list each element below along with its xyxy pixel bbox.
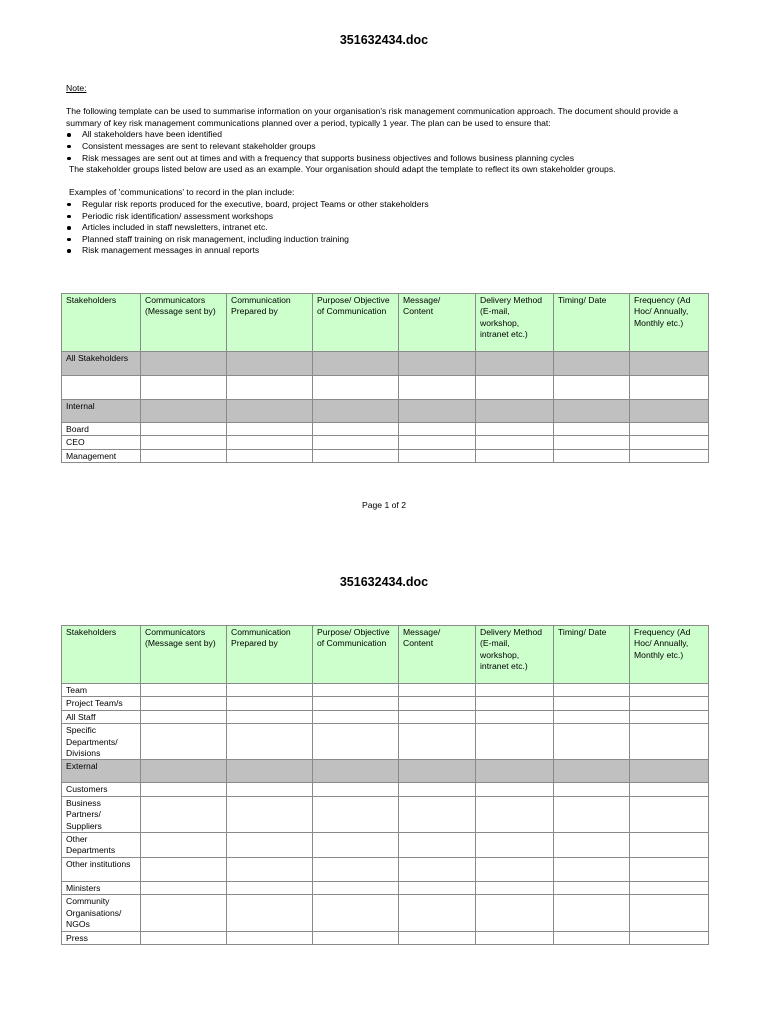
stakeholder-cell: Press [62,931,141,944]
entry-cell[interactable] [399,931,476,944]
entry-cell[interactable] [313,449,399,462]
entry-cell[interactable] [227,783,313,796]
entry-cell[interactable] [630,423,709,436]
entry-cell[interactable] [141,833,227,858]
list-item: Consistent messages are sent to relevant stakeholder groups [66,141,711,153]
entry-cell[interactable] [141,783,227,796]
entry-cell[interactable] [399,895,476,931]
entry-cell[interactable] [476,710,554,723]
entry-cell[interactable] [227,449,313,462]
list-item: Articles included in staff newsletters, intranet etc. [66,222,711,234]
list-item: Periodic risk identification/ assessment workshops [66,211,711,223]
entry-cell[interactable] [227,423,313,436]
column-header: Frequency (Ad Hoc/ Annually, Monthly etc.) [630,626,709,684]
entry-cell[interactable] [141,710,227,723]
entry-cell[interactable] [141,400,227,423]
entry-cell[interactable] [141,796,227,832]
entry-cell[interactable] [554,881,630,894]
entry-cell[interactable] [476,833,554,858]
entry-cell[interactable] [313,376,399,400]
table-row [62,724,709,760]
entry-cell[interactable] [399,833,476,858]
entry-cell[interactable] [313,881,399,894]
entry-cell[interactable] [227,857,313,881]
table-row [62,400,709,423]
table-row [62,931,709,944]
entry-cell[interactable] [399,724,476,760]
stakeholder-cell: All Stakeholders [62,352,141,376]
column-header: Delivery Method (E-mail, workshop, intranet etc.) [476,626,554,684]
entry-cell[interactable] [554,697,630,710]
entry-cell[interactable] [399,796,476,832]
communication-plan-table-2 [61,625,709,945]
entry-cell[interactable] [227,684,313,697]
entry-cell[interactable] [630,881,709,894]
entry-cell[interactable] [141,352,227,376]
entry-cell[interactable] [399,423,476,436]
entry-cell[interactable] [399,400,476,423]
entry-cell[interactable] [399,684,476,697]
table-row [62,436,709,449]
entry-cell[interactable] [399,376,476,400]
table-row [62,760,709,783]
entry-cell[interactable] [630,710,709,723]
entry-cell[interactable] [554,796,630,832]
stakeholder-cell: Ministers [62,881,141,894]
entry-cell[interactable] [141,931,227,944]
table-header-row [62,294,709,352]
entry-cell[interactable] [313,697,399,710]
entry-cell[interactable] [313,436,399,449]
entry-cell[interactable] [554,423,630,436]
entry-cell[interactable] [227,724,313,760]
entry-cell[interactable] [227,697,313,710]
entry-cell[interactable] [554,760,630,783]
table-row [62,376,709,400]
examples-intro: Examples of 'communications' to record in the plan include: [69,187,295,198]
entry-cell[interactable] [630,833,709,858]
entry-cell[interactable] [141,436,227,449]
stakeholder-cell: Other Departments [62,833,141,858]
stakeholder-cell: Customers [62,783,141,796]
entry-cell[interactable] [313,423,399,436]
entry-cell[interactable] [227,931,313,944]
stakeholder-cell: External [62,760,141,783]
entry-cell[interactable] [141,376,227,400]
entry-cell[interactable] [476,436,554,449]
entry-cell[interactable] [399,857,476,881]
entry-cell[interactable] [476,895,554,931]
entry-cell[interactable] [227,895,313,931]
document-title: 351632434.doc [339,33,429,47]
table-header-row [62,626,709,684]
entry-cell[interactable] [476,376,554,400]
entry-cell[interactable] [476,684,554,697]
entry-cell[interactable] [313,400,399,423]
stakeholder-note: The stakeholder groups listed below are used as an example. Your organisation should adapt the template to reflect its own stakeholder groups. [69,164,616,175]
entry-cell[interactable] [399,710,476,723]
entry-cell[interactable] [227,436,313,449]
stakeholder-cell: Management [62,449,141,462]
entry-cell[interactable] [554,783,630,796]
table-row [62,783,709,796]
entry-cell[interactable] [399,783,476,796]
entry-cell[interactable] [630,352,709,376]
column-header: Stakeholders [62,626,141,684]
entry-cell[interactable] [554,710,630,723]
entry-cell[interactable] [313,931,399,944]
table-row [62,684,709,697]
entry-cell[interactable] [399,881,476,894]
entry-cell[interactable] [227,400,313,423]
ensure-list [66,129,711,164]
entry-cell[interactable] [399,449,476,462]
entry-cell[interactable] [313,833,399,858]
table-row [62,697,709,710]
entry-cell[interactable] [313,796,399,832]
entry-cell[interactable] [476,783,554,796]
entry-cell[interactable] [476,423,554,436]
stakeholder-cell: Other institutions [62,857,141,881]
entry-cell[interactable] [630,697,709,710]
entry-cell[interactable] [630,895,709,931]
table-row [62,895,709,931]
entry-cell[interactable] [313,760,399,783]
entry-cell[interactable] [141,697,227,710]
entry-cell[interactable] [630,376,709,400]
entry-cell[interactable] [630,436,709,449]
entry-cell[interactable] [476,724,554,760]
stakeholder-cell: Business Partners/ Suppliers [62,796,141,832]
column-header: Timing/ Date [554,294,630,352]
list-item: Risk messages are sent out at times and with a frequency that supports business objectives and follows business planning cycles [66,153,711,165]
column-header: Stakeholders [62,294,141,352]
stakeholder-cell: Project Team/s [62,697,141,710]
entry-cell[interactable] [630,760,709,783]
entry-cell[interactable] [554,724,630,760]
entry-cell[interactable] [476,697,554,710]
table-row [62,833,709,858]
column-header: Communication Prepared by [227,626,313,684]
entry-cell[interactable] [630,857,709,881]
stakeholder-cell: Team [62,684,141,697]
entry-cell[interactable] [554,833,630,858]
entry-cell[interactable] [476,760,554,783]
entry-cell[interactable] [227,710,313,723]
list-item: All stakeholders have been identified [66,129,711,141]
entry-cell[interactable] [399,760,476,783]
entry-cell[interactable] [313,783,399,796]
list-item: Risk management messages in annual reports [66,245,711,257]
entry-cell[interactable] [141,423,227,436]
entry-cell[interactable] [141,449,227,462]
list-item: Regular risk reports produced for the executive, board, project Teams or other stakeholders [66,199,711,211]
entry-cell[interactable] [141,857,227,881]
stakeholder-cell: Internal [62,400,141,423]
entry-cell[interactable] [141,760,227,783]
entry-cell[interactable] [141,724,227,760]
column-header: Message/ Content [399,626,476,684]
entry-cell[interactable] [554,895,630,931]
table-row [62,710,709,723]
column-header: Timing/ Date [554,626,630,684]
entry-cell[interactable] [141,684,227,697]
table-row [62,857,709,881]
entry-cell[interactable] [554,352,630,376]
entry-cell[interactable] [476,857,554,881]
entry-cell[interactable] [554,449,630,462]
entry-cell[interactable] [476,881,554,894]
entry-cell[interactable] [399,697,476,710]
column-header: Communicators (Message sent by) [141,294,227,352]
column-header: Message/ Content [399,294,476,352]
entry-cell[interactable] [630,684,709,697]
entry-cell[interactable] [313,710,399,723]
entry-cell[interactable] [630,449,709,462]
column-header: Purpose/ Objective of Communication [313,294,399,352]
table-row [62,423,709,436]
entry-cell[interactable] [399,436,476,449]
entry-cell[interactable] [227,833,313,858]
entry-cell[interactable] [476,449,554,462]
entry-cell[interactable] [313,684,399,697]
entry-cell[interactable] [141,881,227,894]
entry-cell[interactable] [227,881,313,894]
stakeholder-cell: Specific Departments/ Divisions [62,724,141,760]
entry-cell[interactable] [399,352,476,376]
column-header: Communication Prepared by [227,294,313,352]
entry-cell[interactable] [141,895,227,931]
table-row [62,449,709,462]
entry-cell[interactable] [554,931,630,944]
entry-cell[interactable] [476,796,554,832]
entry-cell[interactable] [554,436,630,449]
document-title: 351632434.doc [339,575,429,589]
note-label: Note: [66,83,87,93]
entry-cell[interactable] [313,857,399,881]
entry-cell[interactable] [227,796,313,832]
page-number: Page 1 of 2 [362,500,406,510]
stakeholder-cell [62,376,141,400]
intro-paragraph: The following template can be used to summarise information on your organisation's risk management communication approach. The document should provide a summary of key risk management communications planned over a period, typically 1 year. The plan can be used to ensure that: [66,106,678,128]
entry-cell[interactable] [630,796,709,832]
entry-cell[interactable] [313,895,399,931]
entry-cell[interactable] [630,931,709,944]
stakeholder-cell: Community Organisations/ NGOs [62,895,141,931]
entry-cell[interactable] [630,724,709,760]
entry-cell[interactable] [476,400,554,423]
entry-cell[interactable] [554,400,630,423]
list-item: Planned staff training on risk management, including induction training [66,234,711,246]
examples-list [66,199,711,257]
entry-cell[interactable] [554,857,630,881]
table-row [62,796,709,832]
entry-cell[interactable] [554,376,630,400]
entry-cell[interactable] [227,760,313,783]
entry-cell[interactable] [630,783,709,796]
column-header: Delivery Method (E-mail, workshop, intranet etc.) [476,294,554,352]
notes-section [66,83,711,257]
communication-plan-table-1 [61,293,709,463]
column-header: Communicators (Message sent by) [141,626,227,684]
entry-cell[interactable] [227,376,313,400]
table-row [62,881,709,894]
stakeholder-cell: CEO [62,436,141,449]
column-header: Purpose/ Objective of Communication [313,626,399,684]
stakeholder-cell: Board [62,423,141,436]
entry-cell[interactable] [554,684,630,697]
entry-cell[interactable] [630,400,709,423]
stakeholder-cell: All Staff [62,710,141,723]
entry-cell[interactable] [476,352,554,376]
table-row [62,352,709,376]
entry-cell[interactable] [313,352,399,376]
entry-cell[interactable] [227,352,313,376]
entry-cell[interactable] [313,724,399,760]
column-header: Frequency (Ad Hoc/ Annually, Monthly etc.) [630,294,709,352]
entry-cell[interactable] [476,931,554,944]
